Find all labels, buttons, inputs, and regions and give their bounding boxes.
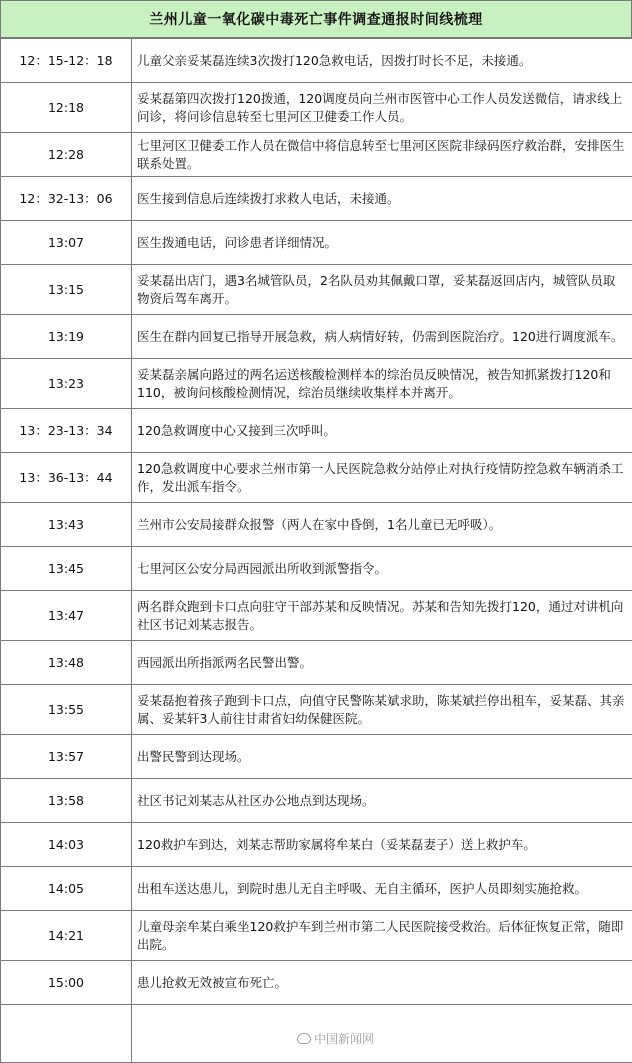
event-cell: 患儿抢救无效被宣布死亡。 — [132, 961, 632, 1005]
time-cell: 14:21 — [1, 911, 132, 961]
event-cell: 儿童母亲牟某白乘坐120救护车到兰州市第二人民医院接受救治。后体征恢复正常，随即出院。 — [132, 911, 632, 961]
time-cell: 13:55 — [1, 685, 132, 735]
time-cell: 15:00 — [1, 961, 132, 1005]
time-cell: 13:45 — [1, 547, 132, 591]
event-cell: 医生拨通电话，问诊患者详细情况。 — [132, 221, 632, 265]
time-cell: 12：15-12：18 — [1, 39, 132, 83]
table-row — [1, 961, 632, 1005]
event-cell: 120救护车到达，刘某志帮助家属将牟某白（妥某磊妻子）送上救护车。 — [132, 823, 632, 867]
time-cell: 14:03 — [1, 823, 132, 867]
event-cell: 医生在群内回复已指导开展急救，病人病情好转，仍需到医院治疗。120进行调度派车。 — [132, 315, 632, 359]
time-cell: 13：36-13：44 — [1, 453, 132, 503]
empty-cell — [132, 1005, 632, 1063]
table-row — [1, 641, 632, 685]
time-cell: 14:05 — [1, 867, 132, 911]
table-row — [1, 867, 632, 911]
time-cell: 13:48 — [1, 641, 132, 685]
table-row — [1, 177, 632, 221]
table-row — [1, 359, 632, 409]
event-cell: 妥某磊第四次拨打120拨通，120调度员向兰州市医管中心工作人员发送微信，请求线上问诊，将问诊信息转至七里河区卫健委工作人员。 — [132, 83, 632, 133]
weibo-icon — [297, 1033, 311, 1044]
time-cell: 13：23-13：34 — [1, 409, 132, 453]
time-cell: 13:47 — [1, 591, 132, 641]
table-row — [1, 735, 632, 779]
empty-cell — [1, 1005, 132, 1063]
table-row — [1, 911, 632, 961]
watermark — [297, 1030, 374, 1047]
time-cell: 13:19 — [1, 315, 132, 359]
event-cell: 120急救调度中心又接到三次呼叫。 — [132, 409, 632, 453]
table-row — [1, 591, 632, 641]
table-row — [1, 265, 632, 315]
event-cell: 120急救调度中心要求兰州市第一人民医院急救分站停止对执行疫情防控急救车辆消杀工作，发出派车指令。 — [132, 453, 632, 503]
table-row — [1, 823, 632, 867]
time-cell: 12:18 — [1, 83, 132, 133]
event-cell: 出警民警到达现场。 — [132, 735, 632, 779]
event-cell: 社区书记刘某志从社区办公地点到达现场。 — [132, 779, 632, 823]
table-row — [1, 453, 632, 503]
time-cell: 13:07 — [1, 221, 132, 265]
table-row — [1, 685, 632, 735]
time-cell: 13:43 — [1, 503, 132, 547]
table-title: 兰州儿童一氧化碳中毒死亡事件调查通报时间线梳理 — [0, 0, 632, 38]
timeline-table — [0, 38, 632, 1063]
event-cell: 妥某磊抱着孩子跑到卡口点，向值守民警陈某斌求助，陈某斌拦停出租车，妥某磊、其亲属、妥某轩3人前往甘肃省妇幼保健医院。 — [132, 685, 632, 735]
event-cell: 儿童父亲妥某磊连续3次拨打120急救电话，因拨打时长不足，未接通。 — [132, 39, 632, 83]
time-cell: 13:23 — [1, 359, 132, 409]
event-cell: 西园派出所指派两名民警出警。 — [132, 641, 632, 685]
event-cell: 妥某磊亲属向路过的两名运送核酸检测样本的综治员反映情况，被告知抓紧拨打120和110，被询问核酸检测情况，综治员继续收集样本并离开。 — [132, 359, 632, 409]
table-row — [1, 409, 632, 453]
event-cell: 妥某磊出店门，遇3名城管队员，2名队员劝其佩戴口罩，妥某磊返回店内，城管队员取物资后驾车离开。 — [132, 265, 632, 315]
table-row — [1, 221, 632, 265]
event-cell: 七里河区卫健委工作人员在微信中将信息转至七里河区医院非绿码医疗救治群，安排医生联系处置。 — [132, 133, 632, 177]
table-row — [1, 315, 632, 359]
table-row — [1, 547, 632, 591]
table-row — [1, 503, 632, 547]
event-cell: 七里河区公安分局西园派出所收到派警指令。 — [132, 547, 632, 591]
table-row — [1, 779, 632, 823]
time-cell: 12:28 — [1, 133, 132, 177]
event-cell: 两名群众跑到卡口点向驻守干部苏某和反映情况。苏某和告知先拨打120，通过对讲机向社区书记刘某志报告。 — [132, 591, 632, 641]
event-cell: 兰州市公安局接群众报警（两人在家中昏倒，1名儿童已无呼吸）。 — [132, 503, 632, 547]
table-row — [1, 39, 632, 83]
event-cell: 出租车送达患儿，到院时患儿无自主呼吸、无自主循环，医护人员即刻实施抢救。 — [132, 867, 632, 911]
table-row — [1, 133, 632, 177]
event-cell: 医生接到信息后连续拨打求救人电话，未接通。 — [132, 177, 632, 221]
timeline-rows — [1, 39, 632, 1063]
table-row — [1, 83, 632, 133]
watermark-text: 中国新闻网 — [314, 1030, 374, 1047]
time-cell: 13:15 — [1, 265, 132, 315]
time-cell: 13:57 — [1, 735, 132, 779]
time-cell: 12：32-13：06 — [1, 177, 132, 221]
time-cell: 13:58 — [1, 779, 132, 823]
